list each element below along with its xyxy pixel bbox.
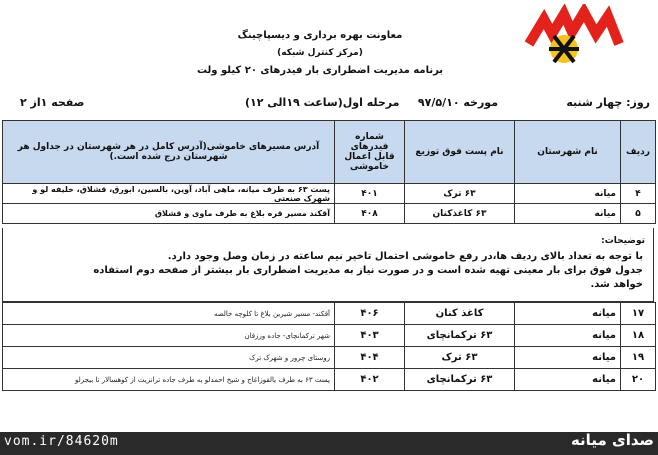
table-row [3,369,656,391]
table-header-row [3,121,656,184]
column-header: نام شهرستان [515,121,621,184]
feeder-cell: ۴۰۱ [335,184,405,204]
city-cell: میانه [515,204,621,224]
notes-line: جدول فوق برای بار معینی تهیه شده است و در صورت نیاز به مدیریت اضطراری بار بیشتر از صفحه دوم استفاده [93,265,643,276]
row-number: ۴ [621,184,656,204]
feeder-cell: ۴۰۴ [335,347,405,369]
notes-box [2,228,654,302]
meta-date: مورخه ۹۷/۵/۱۰ [417,96,498,109]
address-cell: پست ۶۳ به طرف یالقوزاغاج و شیخ احمدلو به طرف جاده ترانزیت از کوهسالار تا بیجرلو [3,369,335,391]
substation-cell: ۶۳ ترک [405,347,515,369]
tavanir-logo [524,4,644,74]
notes-title: توضیحات: [601,236,645,246]
address-cell: آقکند- مسیر شیرین بلاغ تا کلوچه خالصه [3,303,335,325]
table-row [3,303,656,325]
table-row [3,325,656,347]
address-cell: پست ۶۳ به طرف میانه، ماهی آباد، آوین، بالسین، ابورق، قشلاق، خلیفه لو و شهرک صنعتی [3,184,335,204]
substation-cell: ۶۳ ترکمانچای [405,369,515,391]
feeders-table-2 [2,302,656,391]
table-row [3,204,656,224]
substation-cell: ۶۳ ترکمانچای [405,325,515,347]
logo-lightning-icon [529,12,619,63]
column-header: شماره فیدرهای قابل اعمال خاموشی [335,121,405,184]
header-subtitle: (مرکز کنترل شبکه) [277,48,363,58]
row-number: ۱۹ [621,347,656,369]
notes-line: خواهد شد. [590,279,643,290]
feeder-cell: ۴۰۲ [335,369,405,391]
header-department: معاونت بهره برداری و دیسپاچینگ [237,30,403,41]
city-cell: میانه [515,184,621,204]
address-cell: آقکند مسیر قره بلاغ به طرف ماوی و قشلاق [3,204,335,224]
table-row [3,347,656,369]
meta-page: صفحه ۱از ۲ [20,96,85,109]
feeder-cell: ۴۰۳ [335,325,405,347]
substation-cell: ۶۳ کاغذکنان [405,204,515,224]
row-number: ۱۸ [621,325,656,347]
watermark-logo-text: صدای میانه [570,431,654,449]
feeder-cell: ۴۰۸ [335,204,405,224]
row-number: ۵ [621,204,656,224]
notes-line: با توجه به تعداد بالای ردیف ها،در رفع خاموشی احتمال تاخیر نیم ساعته در زمان وصل وجود دارد. [167,251,643,262]
substation-cell: ۶۳ ترک [405,184,515,204]
watermark-url: vom.ir/84620m [4,434,119,449]
city-cell: میانه [515,347,621,369]
substation-cell: کاغذ کنان [405,303,515,325]
column-header: آدرس مسیرهای خاموشی(آدرس کامل در هر شهرستان در جداول هر شهرستان درج شده است.) [3,121,335,184]
column-header: ردیف [621,121,656,184]
address-cell: شهر ترکمانچای- جاده ورزقان [3,325,335,347]
meta-stage: مرحله اول(ساعت ۱۹الی ۱۲) [245,96,400,109]
feeders-table [2,120,656,224]
column-header: نام پست فوق توزیع [405,121,515,184]
city-cell: میانه [515,369,621,391]
city-cell: میانه [515,325,621,347]
table-row [3,184,656,204]
meta-day: روز: چهار شنبه [566,96,650,109]
document-title: برنامه مدیریت اضطراری بار فیدرهای ۲۰ کیلو ولت [196,65,444,76]
row-number: ۲۰ [621,369,656,391]
address-cell: روستای چرور و شهرک ترک [3,347,335,369]
row-number: ۱۷ [621,303,656,325]
feeder-cell: ۴۰۶ [335,303,405,325]
city-cell: میانه [515,303,621,325]
